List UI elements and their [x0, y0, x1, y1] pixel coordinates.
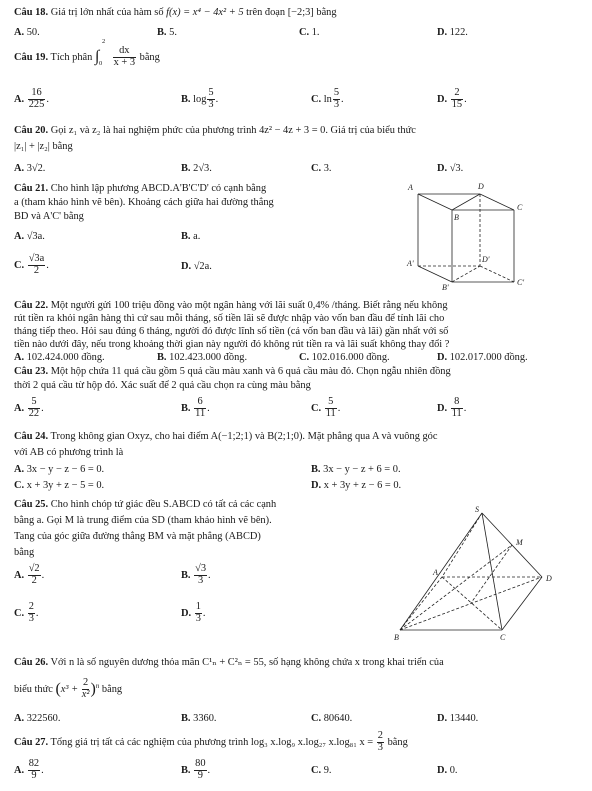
vertex-label: C	[517, 203, 523, 212]
option-a[interactable]: A. 3x − y − z − 6 = 0.	[14, 464, 105, 475]
cube-figure	[398, 180, 558, 292]
option-c[interactable]: C. $\frac{2}{3}$ .	[14, 601, 39, 624]
option-letter: B.	[157, 352, 167, 363]
fraction-denominator: 2	[33, 264, 40, 276]
fraction-denominator: 3	[197, 574, 204, 586]
fraction-denominator: 3	[333, 98, 340, 110]
option-b[interactable]: B. $\frac{√3}{3}$ .	[181, 563, 211, 586]
option-b[interactable]: B. 3x − y − z + 6 = 0.	[311, 464, 401, 475]
vertex-label: B'	[442, 283, 449, 292]
question-text: bằng	[316, 7, 337, 18]
question-text: Một người gửi 100 triệu đồng vào một ngân hàng với lãi suất 0,4% /tháng. Biết rằng nếu không	[50, 300, 448, 311]
option-c[interactable]: C. 1.	[299, 27, 320, 38]
option-b[interactable]: B. a.	[181, 231, 201, 242]
fraction-numerator: 2	[451, 88, 463, 100]
question-text: trên đoạn	[246, 7, 286, 18]
vertex-label: A'	[407, 259, 414, 268]
option-letter: B.	[181, 402, 191, 414]
question-text: rút tiền ra khỏi ngân hàng thì cứ sau mỗi tháng, số tiền lãi sẽ được nhập vào vốn ban đầu để tính lãi cho	[14, 313, 445, 324]
question-label: Câu 21.	[14, 183, 49, 194]
question-text: bằng	[101, 683, 123, 695]
option-letter: B.	[181, 163, 191, 174]
question-text: Tích phân	[50, 51, 93, 63]
option-letter: C.	[311, 402, 322, 414]
rhs-fraction	[377, 731, 384, 754]
option-letter: B.	[181, 569, 191, 581]
fraction-numerator: 2	[28, 601, 34, 612]
fraction-numerator: 6	[194, 397, 206, 409]
option-letter: A.	[14, 402, 25, 414]
fraction-denominator: 2	[31, 574, 37, 586]
option-a[interactable]: A. $\frac{16}{225}$ .	[14, 87, 49, 110]
option-letter: C.	[311, 163, 322, 174]
fraction-numerator: dx	[113, 46, 136, 58]
left-paren: (	[55, 680, 61, 698]
log-prefix: log	[193, 93, 207, 105]
option-letter: C.	[299, 352, 310, 363]
question-text: BD và A'C' bằng	[14, 211, 84, 222]
option-fraction	[194, 564, 207, 587]
option-d[interactable]: D. 122.	[437, 27, 468, 38]
option-letter: A.	[14, 27, 25, 38]
question-text: Trong không gian Oxyz, cho hai điểm A(−1;2;1) và B(2;1;0). Mặt phẳng qua A và vuông góc	[50, 431, 438, 442]
option-b[interactable]: B. 5.	[157, 27, 177, 38]
option-letter: D.	[181, 261, 192, 272]
option-letter: D.	[181, 607, 192, 619]
fraction-denominator: 11	[325, 407, 336, 419]
fraction-numerator: 5	[28, 397, 40, 409]
fraction-denominator: 11	[195, 407, 206, 419]
option-fraction	[28, 564, 41, 587]
option-letter: D.	[437, 27, 448, 38]
option-d[interactable]: D. √3.	[437, 163, 464, 174]
question-text: |z₁| + |z₂| bằng	[14, 141, 73, 152]
vertex-label: S	[475, 505, 479, 514]
option-c[interactable]: C. 80640.	[311, 713, 353, 724]
fraction-numerator: 5	[208, 87, 214, 98]
fraction-numerator: 5	[325, 397, 337, 409]
question-text: biểu thức	[14, 683, 53, 695]
option-letter: A.	[14, 231, 25, 242]
fraction-denominator: x + 3	[113, 56, 136, 68]
fraction-numerator: 8	[451, 397, 463, 409]
fraction-numerator: 82	[28, 758, 40, 769]
option-fraction	[451, 397, 463, 420]
option-letter: C.	[14, 259, 25, 271]
integral-lower: 0	[98, 60, 103, 68]
exponent: n	[95, 681, 100, 690]
function-expr: f(x) = x⁴ − 4x² + 5	[166, 7, 244, 18]
vertex-label: C	[500, 633, 506, 642]
option-fraction	[28, 254, 46, 277]
option-b[interactable]: B. 2√3.	[181, 163, 212, 174]
question-label: Câu 27.	[14, 736, 49, 748]
option-fraction	[194, 759, 206, 782]
expression-part: x³ +	[60, 683, 79, 695]
vertex-label: B	[394, 633, 399, 642]
option-letter: D.	[437, 93, 448, 105]
question-label: Câu 18.	[14, 7, 49, 18]
option-d[interactable]: D. x + 3y + z − 6 = 0.	[311, 480, 402, 491]
option-letter: A.	[14, 93, 25, 105]
vertex-label: M	[516, 538, 523, 547]
option-a[interactable]: A. $\frac{82}{9}$ .	[14, 758, 44, 781]
fraction-numerator: 80	[195, 758, 206, 769]
question-label: Câu 20.	[14, 125, 49, 136]
option-letter: A.	[14, 713, 25, 724]
fraction-numerator: √3	[195, 563, 207, 574]
option-fraction	[28, 88, 46, 111]
option-letter: D.	[437, 163, 448, 174]
option-letter: C.	[14, 607, 25, 619]
question-text: a (tham khảo hình vẽ bên). Khoảng cách giữa hai đường thẳng	[14, 197, 274, 208]
option-d[interactable]: D. $\frac{8}{11}$ .	[437, 396, 467, 419]
option-letter: A.	[14, 163, 25, 174]
fraction-denominator: 3	[195, 612, 201, 624]
vertex-label: A	[408, 183, 413, 192]
option-c[interactable]: C. ln $\frac{5}{3}$ .	[311, 87, 344, 110]
question-text: tiền nào dưới đây, nếu trong khoảng thời gian này người đó không rút tiền ra và lãi suất không thay đổi ?	[14, 339, 450, 350]
option-b[interactable]: B. 102.423.000 đồng.	[157, 352, 248, 363]
option-letter: D.	[311, 480, 322, 491]
option-fraction	[28, 602, 35, 625]
option-letter: A.	[14, 764, 25, 776]
fraction-numerator: 16	[28, 88, 46, 100]
question-text: Tang của góc giữa đường thẳng BM và mặt phẳng (ABCD)	[14, 531, 261, 542]
option-letter: B.	[181, 713, 191, 724]
question-label: Câu 23.	[14, 366, 49, 377]
option-fraction	[28, 759, 40, 782]
vertex-label: A	[433, 568, 438, 577]
fraction-denominator: 11	[451, 407, 462, 419]
question-text: Giá trị lớn nhất của hàm số	[50, 7, 164, 18]
question-label: Câu 25.	[14, 499, 49, 510]
question-text: bằng	[139, 51, 160, 63]
option-a[interactable]: A. √3a.	[14, 231, 45, 242]
option-a[interactable]: A. 102.424.000 đồng.	[14, 352, 105, 363]
option-letter: C.	[311, 93, 322, 105]
question-text: Tổng giá trị tất cả các nghiệm của phương trình log₃ x.log₉ x.log₂₇ x.log₈₁ x =	[50, 736, 374, 748]
option-d[interactable]: D. 0.	[437, 765, 458, 776]
fraction-numerator: 2	[377, 730, 383, 741]
option-letter: B.	[181, 93, 191, 105]
option-c[interactable]: C. 102.016.000 đồng.	[299, 352, 390, 363]
vertex-label: D	[546, 574, 552, 583]
option-letter: A.	[14, 464, 25, 475]
fraction-denominator: 3	[377, 741, 383, 753]
option-letter: B.	[311, 464, 321, 475]
question-label: Câu 19.	[14, 51, 49, 63]
option-letter: D.	[437, 765, 448, 776]
vertex-label: B	[454, 213, 459, 222]
option-letter: D.	[437, 402, 448, 414]
option-letter: B.	[181, 764, 191, 776]
option-letter: C.	[311, 713, 322, 724]
question-text: bằng	[387, 736, 408, 748]
option-letter: B.	[157, 27, 167, 38]
option-a[interactable]: A. $\frac{5}{22}$ .	[14, 396, 44, 419]
option-d[interactable]: D. 102.017.000 đồng.	[437, 352, 528, 363]
option-c[interactable]: C. 9.	[311, 765, 332, 776]
option-fraction	[333, 88, 340, 111]
integrand	[113, 46, 136, 69]
question-text: bằng a. Gọi M là trung điểm của SD (tham khảo hình vẽ bên).	[14, 515, 272, 526]
option-letter: A.	[14, 569, 25, 581]
question-label: Câu 26.	[14, 657, 49, 668]
option-d[interactable]: D. $\frac{2}{15}$ .	[437, 87, 467, 110]
fraction-denominator: 9	[31, 769, 37, 781]
option-b[interactable]: B. 3360.	[181, 713, 217, 724]
fraction-denominator: 15	[451, 98, 463, 110]
right-paren: )	[90, 680, 96, 698]
integral-upper: 2	[101, 38, 106, 46]
option-d[interactable]: D. 13440.	[437, 713, 479, 724]
option-letter: B.	[181, 231, 191, 242]
option-b[interactable]: B. $\frac{6}{11}$ .	[181, 396, 210, 419]
option-b[interactable]: B. $\frac{80}{9}$ .	[181, 758, 211, 781]
fraction-numerator: √2	[28, 563, 40, 574]
option-a[interactable]: A. $\frac{√2}{2}$ .	[14, 563, 45, 586]
pyramid-figure	[390, 505, 570, 645]
option-fraction	[451, 88, 463, 111]
question-text: Cho hình chóp tứ giác đều S.ABCD có tất cả các cạnh	[50, 499, 277, 510]
option-d[interactable]: D. √2a.	[181, 261, 212, 272]
fraction-denominator: 22	[28, 407, 40, 419]
vertex-label: D'	[482, 255, 490, 264]
option-fraction	[194, 397, 206, 420]
question-text: Cho hình lập phương ABCD.A'B'C'D' có cạnh bằng	[50, 183, 267, 194]
fraction-numerator: √3a	[28, 253, 45, 264]
question-text: bằng	[14, 547, 35, 558]
fraction-denominator: 3	[28, 612, 34, 624]
question-text: thời 2 quả cầu từ hộp đó. Xác suất để 2 quả cầu chọn ra cùng màu bằng	[14, 380, 311, 391]
option-a[interactable]: A. 3√2.	[14, 163, 46, 174]
expression-fraction	[82, 678, 90, 701]
fraction-numerator: 5	[333, 87, 340, 98]
option-letter: A.	[14, 352, 25, 363]
question-text: Với n là số nguyên dương thỏa mãn C¹ₙ + C²ₙ = 55, số hạng không chứa x trong khai triển của	[50, 657, 444, 668]
fraction-denominator: 9	[197, 769, 203, 781]
question-text: Gọi z₁ và z₂ là hai nghiệm phức của phương trình 4z² − 4z + 3 = 0. Giá trị của biểu thức	[50, 125, 416, 136]
option-fraction	[195, 602, 202, 625]
option-fraction	[207, 88, 214, 111]
option-letter: D.	[437, 713, 448, 724]
option-c[interactable]: C. 3.	[311, 163, 332, 174]
fraction-numerator: 2	[82, 677, 89, 688]
fraction-denominator: x²	[81, 688, 90, 700]
vertex-label: C'	[517, 278, 525, 287]
ln-prefix: ln	[323, 93, 332, 105]
question-label: Câu 24.	[14, 431, 49, 442]
question-label: Câu 22.	[14, 300, 49, 311]
option-d[interactable]: D. $\frac{1}{3}$ .	[181, 601, 206, 624]
option-b[interactable]: B. log $\frac{5}{3}$ .	[181, 87, 219, 110]
option-fraction	[28, 397, 40, 420]
option-fraction	[325, 397, 337, 420]
fraction-numerator: 1	[195, 601, 201, 612]
option-c[interactable]: C. $\frac{√3a}{2}$ .	[14, 253, 49, 276]
question-text: với AB có phương trình là	[14, 447, 124, 458]
vertex-label: D	[478, 182, 484, 191]
fraction-denominator: 225	[28, 98, 45, 110]
option-letter: C.	[299, 27, 310, 38]
option-c[interactable]: C. x + 3y + z − 5 = 0.	[14, 480, 105, 491]
fraction-denominator: 3	[208, 98, 214, 110]
option-c[interactable]: C. $\frac{5}{11}$ .	[311, 396, 341, 419]
integral-sign: ∫ 2 0	[94, 38, 106, 68]
interval: [−2;3]	[287, 7, 314, 18]
option-letter: C.	[311, 765, 322, 776]
question-text: tháng tiếp theo. Hỏi sau đúng 6 tháng, người đó được lĩnh số tiền (cả vốn ban đầu và lãi) gần nhất với số	[14, 326, 449, 337]
option-a[interactable]: A. 322560.	[14, 713, 61, 724]
option-letter: D.	[437, 352, 448, 363]
question-text: Một hộp chứa 11 quả cầu gồm 5 quả cầu màu xanh và 6 quả cầu màu đỏ. Chọn ngẫu nhiên đồng	[50, 366, 451, 377]
option-letter: C.	[14, 480, 25, 491]
option-a[interactable]: A. 50.	[14, 27, 40, 38]
